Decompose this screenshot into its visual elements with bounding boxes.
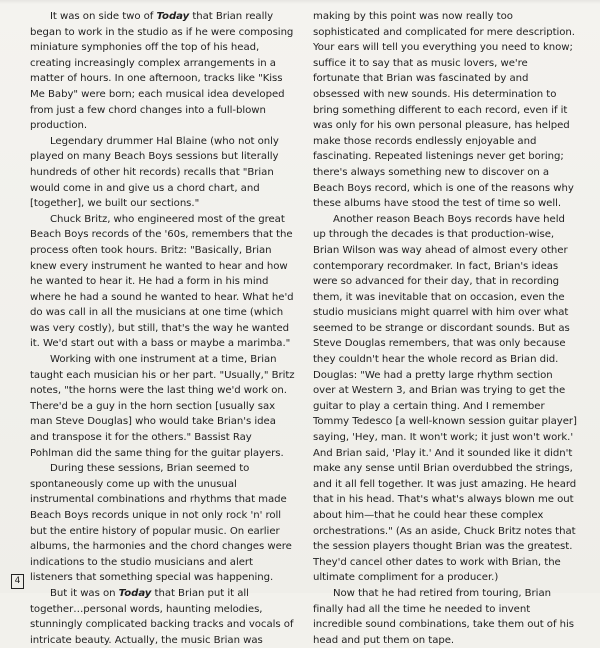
paragraph: Chuck Britz, who engineered most of the great Beach Boys records of the '60s, remembers that the process often took hours. Britz: "Basically, Brian knew every instrument he wanted to hear and how he wanted to hear it. He had a form in his mind where he had a sound he wanted to hear. What he'd do was call in all the musicians at one time (which was very costly), but still, that's the way he wanted it. We'd start out with a bass or maybe a marimba."	[30, 213, 294, 350]
paragraph: But it was on Today that Brian put it all together…personal words, haunting melodies, stunningly complicated backing tracks and vocals of intricate beauty. Actually, the music Brian was	[30, 587, 294, 646]
paragraph: It was on side two of Today that Brian really began to work in the studio as if he were composing miniature symphonies off the top of his head, creating increasingly complex arrangements in a matter of hours. In one afternoon, tracks like "Kiss Me Baby" were born; each musical idea developed from just a few chord changes into a full-blown production.	[30, 11, 294, 132]
page-number-box: 4	[11, 574, 24, 589]
right-text-column	[313, 9, 577, 648]
album-title-today: Today	[118, 587, 152, 599]
paragraph: Working with one instrument at a time, Brian taught each musician his or her part. "Usually," Britz notes, "the horns were the last thing we'd work on. There'd be a guy in the horn section [usually sax man Steve Douglas] who would take Brian's idea and transpose it for the others." Bassist Ray Pohlman did the same thing for the guitar players.	[30, 354, 295, 459]
paragraph: Now that he had retired from touring, Brian finally had all the time he needed to invent incredible sound combinations, take them out of his head and put them on tape.	[313, 587, 574, 646]
page-edge-shadow	[0, 0, 600, 4]
paragraph: Another reason Beach Boys records have held up through the decades is that production-wise, Brian Wilson was way ahead of almost every other contemporary recordmaker. In fact, Brian's ideas were so advanced for their day, that in recording them, it was inevitable that on occasion, even the studio musicians might quarrel with him over what seemed to be strange or discordant sounds. But as Steve Douglas remembers, that was only because they couldn't hear the whole record as Brian did. Douglas: "We had a pretty large rhythm section over at Western 3, and Brian was trying to get the guitar to play a certain thing. And I remember Tommy Tedesco [a well-known session guitar player] saying, 'Hey, man. It won't work; it just won't work.' And Brian said, 'Play it.' And it sounded like it didn't make any sense until Brian overdubbed the strings, and it all fell together. It was just amazing. He heard that in his head. That's what's always blown me out about him—that he could hear these complex orchestrations." (As an aside, Chuck Britz notes that the session players thought Brian was the greatest. They'd cancel other dates to work with Brian, the ultimate compliment for a producer.)	[313, 213, 577, 584]
left-text-column	[30, 9, 297, 648]
paragraph-continued: making by this point was now really too sophisticated and complicated for mere description. Your ears will tell you everything you need to know; suffice it to say that as music lovers, we're fortunate that Brian was fascinated by and obsessed with new sounds. His determination to bring something different to each record, even if it was only for his own personal pleasure, has helped make those records endlessly enjoyable and fascinating. Repeated listenings never get boring; there's always something new to discover on a Beach Boys record, which is one of the reasons why these albums have stood the test of time so well.	[313, 11, 575, 210]
paragraph: Legendary drummer Hal Blaine (who not only played on many Beach Boys sessions but literally hundreds of other hit records) recalls that "Brian would come in and give us a chord chart, and [together], we built our sections."	[30, 135, 279, 210]
album-title-today: Today	[156, 11, 190, 22]
paragraph: During these sessions, Brian seemed to spontaneously come up with the unusual instrumental combinations and rhythms that made Beach Boys records unique in not only rock 'n' roll but the entire history of popular music. On earlier albums, the harmonies and the chord changes were indications to the studio musicians and alert listeners that something special was happening.	[30, 463, 292, 584]
